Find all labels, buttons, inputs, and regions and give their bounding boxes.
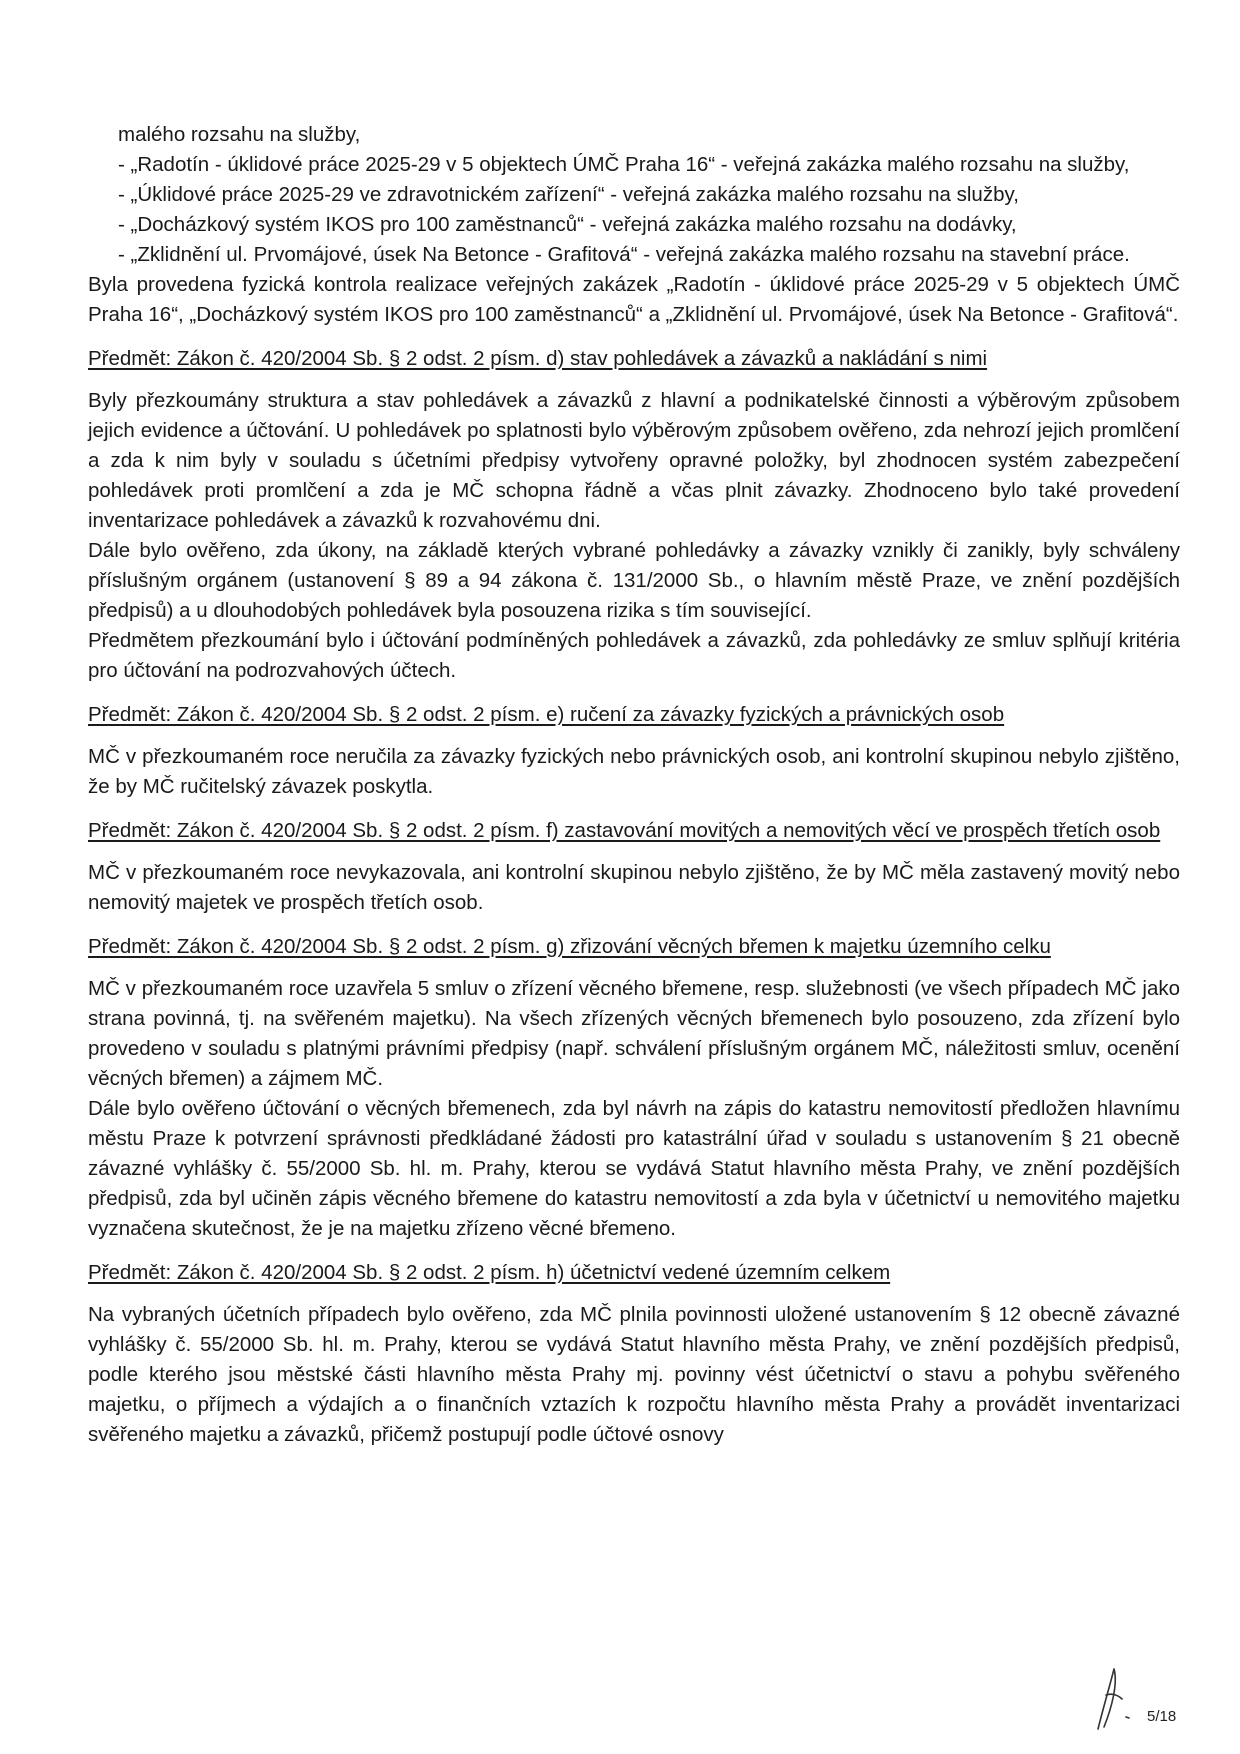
subject-heading-d: Předmět: Zákon č. 420/2004 Sb. § 2 odst. 2 písm. d) stav pohledávek a závazků a nakládání s nimi [88,347,988,370]
list-item: - „Radotín - úklidové práce 2025-29 v 5 objektech ÚMČ Praha 16“ - veřejná zakázka malého rozsahu na služby, [118,153,1130,176]
paragraph: Dále bylo ověřeno, zda úkony, na základě kterých vybrané pohledávky a závazky vznikly či zanikly, byly schváleny příslušným orgánem (ustanovení § 89 a 94 zákona č. 131/2000 Sb., o hlavním městě Praze, ve znění pozdějších předpisů) a u dlouhodobých pohledávek byla posouzena rizika s tím související. [88,539,1180,622]
paragraph: MČ v přezkoumaném roce nevykazovala, ani kontrolní skupinou nebylo zjištěno, že by MČ měla zastavený movitý nebo nemovitý majetek ve prospěch třetích osob. [88,861,1180,914]
list-item: - „Docházkový systém IKOS pro 100 zaměstnanců“ - veřejná zakázka malého rozsahu na dodávky, [118,213,1017,236]
paragraph: MČ v přezkoumaném roce uzavřela 5 smluv o zřízení věcného břemene, resp. služebnosti (ve všech případech MČ jako strana povinná, tj. na svěřeném majetku). Na všech zřízených věcných břemenech bylo posouzeno, zda zřízení bylo provedeno v souladu s platnými právními předpisy (např. schválení příslušným orgánem MČ, náležitosti smluv, ocenění věcných břemen) a zájmem MČ. [88,977,1180,1090]
signature-mark [1092,1665,1140,1733]
document-page [88,120,1180,1450]
list-item: - „Úklidové práce 2025-29 ve zdravotnickém zařízení“ - veřejná zakázka malého rozsahu na služby, [118,183,1019,206]
subject-heading-f: Předmět: Zákon č. 420/2004 Sb. § 2 odst. 2 písm. f) zastavování movitých a nemovitých věcí ve prospěch třetích osob [88,819,1161,842]
subject-heading-h: Předmět: Zákon č. 420/2004 Sb. § 2 odst. 2 písm. h) účetnictví vedené územním celkem [88,1261,891,1284]
list-intro: malého rozsahu na služby, [118,123,361,146]
paragraph: MČ v přezkoumaném roce neručila za závazky fyzických nebo právnických osob, ani kontrolní skupinou nebylo zjištěno, že by MČ ručitelský závazek poskytla. [88,745,1180,798]
subject-heading-g: Předmět: Zákon č. 420/2004 Sb. § 2 odst. 2 písm. g) zřizování věcných břemen k majetku územního celku [88,935,1051,958]
paragraph: Na vybraných účetních případech bylo ověřeno, zda MČ plnila povinnosti uložené ustanovením § 12 obecně závazné vyhlášky č. 55/2000 Sb. hl. m. Prahy, kterou se vydává Statut hlavního města Prahy, ve znění pozdějších předpisů, podle kterého jsou městské části hlavního města Prahy mj. povinny vést účetnictví o stavu a pohybu svěřeného majetku, o příjmech a výdajích a o finančních vztazích k rozpočtu hlavního města Prahy a provádět inventarizaci svěřeného majetku a závazků, přičemž postupují podle účtové osnovy [88,1303,1180,1446]
subject-heading-e: Předmět: Zákon č. 420/2004 Sb. § 2 odst. 2 písm. e) ručení za závazky fyzických a právnických osob [88,703,1005,726]
page-number: 5/18 [1147,1708,1177,1725]
physical-check-paragraph: Byla provedena fyzická kontrola realizace veřejných zakázek „Radotín - úklidové práce 2025-29 v 5 objektech ÚMČ Praha 16“, „Docházkový systém IKOS pro 100 zaměstnanců“ a „Zklidnění ul. Prvomájové, úsek Na Betonce - Grafitová“. [88,273,1180,326]
paragraph: Předmětem přezkoumání bylo i účtování podmíněných pohledávek a závazků, zda pohledávky ze smluv splňují kritéria pro účtování na podrozvahových účtech. [88,629,1180,682]
list-item: - „Zklidnění ul. Prvomájové, úsek Na Betonce - Grafitová“ - veřejná zakázka malého rozsahu na stavební práce. [118,243,1130,266]
paragraph: Byly přezkoumány struktura a stav pohledávek a závazků z hlavní a podnikatelské činnosti a výběrovým způsobem jejich evidence a účtování. U pohledávek po splatnosti bylo výběrovým způsobem ověřeno, zda nehrozí jejich promlčení a zda k nim byly v souladu s účetními předpisy vytvořeny opravné položky, byl zhodnocen systém zabezpečení pohledávek proti promlčení a zda je MČ schopna řádně a včas plnit závazky. Zhodnoceno bylo také provedení inventarizace pohledávek a závazků k rozvahovému dni. [88,389,1180,532]
paragraph: Dále bylo ověřeno účtování o věcných břemenech, zda byl návrh na zápis do katastru nemovitostí předložen hlavnímu městu Praze k potvrzení správnosti předkládané žádosti pro katastrální úřad v souladu s ustanovením § 21 obecně závazné vyhlášky č. 55/2000 Sb. hl. m. Prahy, kterou se vydává Statut hlavního města Prahy, ve znění pozdějších předpisů, zda byl učiněn zápis věcného břemene do katastru nemovitostí a zda byla v účetnictví u nemovitého majetku vyznačena skutečnost, že je na majetku zřízeno věcné břemeno. [88,1097,1180,1240]
